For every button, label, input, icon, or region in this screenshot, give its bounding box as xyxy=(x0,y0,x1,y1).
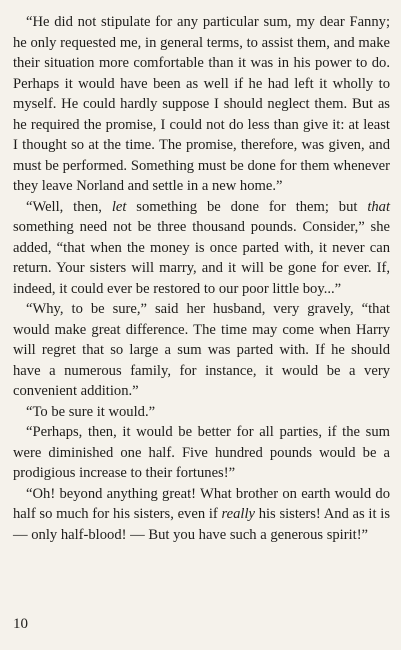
italic-emphasis: that xyxy=(367,198,391,215)
italic-emphasis: really xyxy=(221,506,255,522)
page-number: 10 xyxy=(13,616,28,632)
text-run: “Perhaps, then, it would be better for all parties, if the sum were diminished one half. Five hundred pounds would be a prodigious increase to their fortunes!” xyxy=(13,424,390,481)
paragraph-6 xyxy=(13,484,390,546)
paragraph-4 xyxy=(13,402,390,423)
text-run: “Well, then, xyxy=(26,198,112,215)
text-run: “To be sure it would.” xyxy=(26,403,156,420)
paragraph-1 xyxy=(13,12,390,197)
text-run: “He did not stipulate for any particular sum, my dear Fanny; he only requested me, in general terms, to assist them, and make their situation more comfortable than it was in his power to do. Perhaps it would have been as well if he had left it wholly to myself. He could hardly suppose I should neglect them. But as he required the promise, I could not do less than give it: at least I thought so at the time. The promise, therefore, was given, and must be performed. Something must be done for them whenever they leave Norland and settle in a new home.” xyxy=(13,14,390,194)
paragraph-5 xyxy=(13,422,390,484)
text-run: his sisters! And as it is — only half-blood! — But you have such a generous spirit!” xyxy=(13,506,390,543)
body-text xyxy=(13,12,390,545)
text-run: “Oh! beyond anything great! What brother on earth would do half so much for his sisters, even if xyxy=(13,485,390,522)
text-run: “Why, to be sure,” said her husband, very gravely, “that would make great difference. The time may come when Harry will regret that so large a sum was parted with. If he should have a numerous family, for instance, it would be a very convenient addition.” xyxy=(13,301,390,399)
paragraph-3 xyxy=(13,299,390,402)
text-run: something be done for them; but xyxy=(126,198,368,215)
text-run: something need not be three thousand pounds. Consider,” she added, “that when the money is once parted with, it never can return. Your sisters will marry, and it will be gone for ever. If, indeed, it could ever be restored to our poor little boy...” xyxy=(13,219,390,297)
paragraph-2 xyxy=(13,197,390,300)
italic-emphasis: let xyxy=(111,198,127,215)
